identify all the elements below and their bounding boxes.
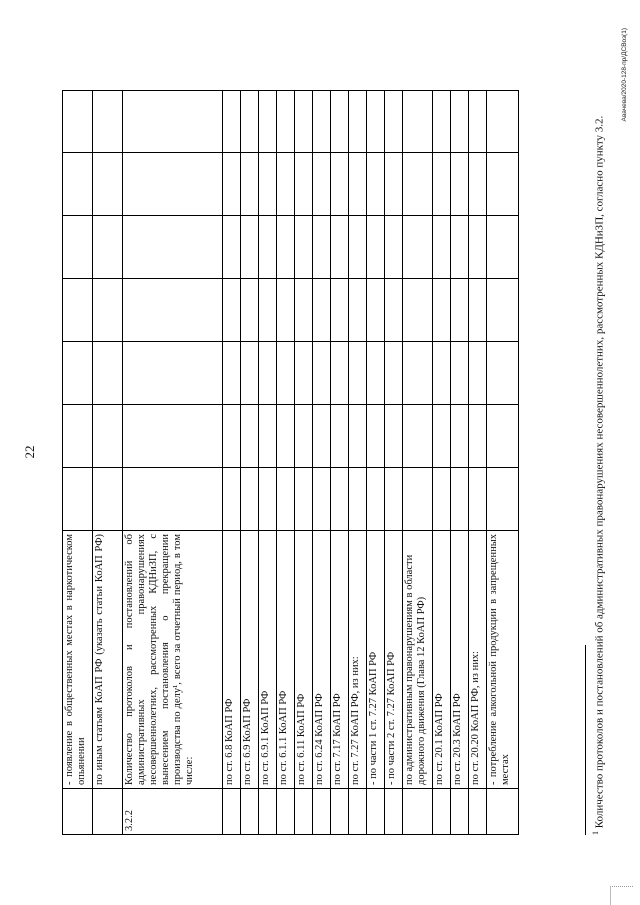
value-cell: [123, 405, 223, 468]
value-cell: [123, 342, 223, 405]
value-cell: [433, 342, 451, 405]
value-cell: [385, 91, 403, 153]
row-label-cell: - по части 1 ст. 7.27 КоАП РФ: [367, 531, 385, 789]
value-cell: [367, 279, 385, 342]
value-cell: [63, 153, 93, 216]
table-row: [433, 91, 451, 835]
table-row: [385, 91, 403, 835]
value-cell: [349, 405, 367, 468]
value-cell: [223, 468, 241, 531]
value-cell: [93, 153, 123, 216]
value-cell: [93, 91, 123, 153]
value-cell: [295, 468, 313, 531]
row-number-cell: [259, 789, 277, 835]
page-number: 22: [22, 445, 37, 459]
value-cell: [385, 216, 403, 279]
row-label-cell: по административным правонарушениям в области дорожного движения (Глава 12 КоАП РФ): [403, 531, 433, 789]
row-label-cell: по ст. 6.8 КоАП РФ: [223, 531, 241, 789]
value-cell: [367, 216, 385, 279]
row-label-cell: по ст. 20.1 КоАП РФ: [433, 531, 451, 789]
value-cell: [277, 468, 295, 531]
value-cell: [259, 405, 277, 468]
table-body: [63, 91, 519, 835]
row-number-cell: [433, 789, 451, 835]
row-label-cell: по ст. 6.11 КоАП РФ: [295, 531, 313, 789]
value-cell: [451, 342, 469, 405]
value-cell: [93, 405, 123, 468]
value-cell: [469, 342, 487, 405]
row-label-cell: по ст. 7.27 КоАП РФ, из них:: [349, 531, 367, 789]
value-cell: [403, 468, 433, 531]
value-cell: [223, 91, 241, 153]
value-cell: [63, 468, 93, 531]
value-cell: [223, 342, 241, 405]
table-row: [63, 91, 93, 835]
value-cell: [367, 91, 385, 153]
value-cell: [331, 468, 349, 531]
value-cell: [367, 153, 385, 216]
value-cell: [313, 342, 331, 405]
value-cell: [451, 279, 469, 342]
table-row: [451, 91, 469, 835]
value-cell: [295, 279, 313, 342]
value-cell: [313, 91, 331, 153]
value-cell: [63, 279, 93, 342]
value-cell: [385, 342, 403, 405]
value-cell: [349, 91, 367, 153]
value-cell: [241, 91, 259, 153]
row-number-cell: [313, 789, 331, 835]
table-row: [241, 91, 259, 835]
value-cell: [487, 468, 519, 531]
value-cell: [385, 279, 403, 342]
value-cell: [487, 91, 519, 153]
value-cell: [367, 468, 385, 531]
value-cell: [349, 342, 367, 405]
value-cell: [385, 468, 403, 531]
value-cell: [451, 91, 469, 153]
footnote: [589, 45, 607, 835]
value-cell: [451, 153, 469, 216]
row-number-cell: [385, 789, 403, 835]
value-cell: [93, 279, 123, 342]
value-cell: [259, 468, 277, 531]
value-cell: [433, 153, 451, 216]
value-cell: [331, 342, 349, 405]
row-label-cell: Количество протоколов и постановлений об административных правонарушениях несовершеннолетних, рассмотренных КДНиЗП, с вынесением постановления о прекращении производства по делу¹, всего за отчетный период, в том числе:: [123, 531, 223, 789]
value-cell: [469, 468, 487, 531]
value-cell: [331, 91, 349, 153]
value-cell: [295, 216, 313, 279]
value-cell: [487, 342, 519, 405]
value-cell: [223, 153, 241, 216]
value-cell: [349, 279, 367, 342]
value-cell: [469, 153, 487, 216]
value-cell: [487, 153, 519, 216]
row-number-cell: [331, 789, 349, 835]
row-label-cell: по ст. 20.20 КоАП РФ, из них:: [469, 531, 487, 789]
row-label-cell: по иным статьям КоАП РФ (указать статьи КоАП РФ): [93, 531, 123, 789]
table-row: [295, 91, 313, 835]
value-cell: [433, 91, 451, 153]
value-cell: [277, 216, 295, 279]
value-cell: [487, 405, 519, 468]
value-cell: [259, 342, 277, 405]
value-cell: [403, 405, 433, 468]
value-cell: [277, 342, 295, 405]
row-label-cell: - появление в общественных местах в наркотическом опьянении: [63, 531, 93, 789]
value-cell: [331, 153, 349, 216]
value-cell: [241, 153, 259, 216]
table-row: [123, 91, 223, 835]
row-number-cell: [403, 789, 433, 835]
value-cell: [433, 405, 451, 468]
table-row: [313, 91, 331, 835]
value-cell: [295, 153, 313, 216]
value-cell: [451, 405, 469, 468]
value-cell: [295, 405, 313, 468]
value-cell: [433, 216, 451, 279]
value-cell: [241, 216, 259, 279]
value-cell: [313, 468, 331, 531]
value-cell: [385, 153, 403, 216]
row-number-cell: [63, 789, 93, 835]
value-cell: [403, 153, 433, 216]
value-cell: [367, 342, 385, 405]
value-cell: [433, 279, 451, 342]
row-number-cell: [93, 789, 123, 835]
table-row: [277, 91, 295, 835]
value-cell: [469, 279, 487, 342]
value-cell: [313, 279, 331, 342]
value-cell: [123, 279, 223, 342]
row-label-cell: по ст. 6.9 КоАП РФ: [241, 531, 259, 789]
row-label-cell: по ст. 6.9.1 КоАП РФ: [259, 531, 277, 789]
row-number-cell: [349, 789, 367, 835]
value-cell: [295, 342, 313, 405]
table-row: [223, 91, 241, 835]
value-cell: [367, 405, 385, 468]
value-cell: [63, 342, 93, 405]
row-number-cell: [241, 789, 259, 835]
row-label-cell: по ст. 20.3 КоАП РФ: [451, 531, 469, 789]
value-cell: [123, 216, 223, 279]
value-cell: [93, 216, 123, 279]
report-table: [62, 90, 519, 835]
table-row: [487, 91, 519, 835]
value-cell: [63, 91, 93, 153]
row-number-cell: [277, 789, 295, 835]
value-cell: [451, 468, 469, 531]
value-cell: [223, 405, 241, 468]
scan-edge-mark: [610, 886, 633, 905]
value-cell: [331, 216, 349, 279]
table-row: [331, 91, 349, 835]
value-cell: [487, 216, 519, 279]
value-cell: [277, 279, 295, 342]
value-cell: [123, 153, 223, 216]
value-cell: [451, 216, 469, 279]
value-cell: [223, 216, 241, 279]
value-cell: [259, 279, 277, 342]
row-number-cell: [469, 789, 487, 835]
value-cell: [403, 91, 433, 153]
footnote-text: Количество протоколов и постановлений об административных правонарушениях несовершеннолетних, рассмотренных КДНиЗП, согласно пункту 3.2.: [593, 115, 606, 829]
row-number-cell: [367, 789, 385, 835]
value-cell: [349, 468, 367, 531]
value-cell: [349, 216, 367, 279]
footnote-marker: 1: [591, 831, 600, 835]
value-cell: [331, 279, 349, 342]
footnote-divider: [585, 645, 586, 835]
value-cell: [313, 216, 331, 279]
value-cell: [93, 468, 123, 531]
value-cell: [349, 153, 367, 216]
value-cell: [241, 279, 259, 342]
value-cell: [123, 91, 223, 153]
table-row: [349, 91, 367, 835]
value-cell: [331, 405, 349, 468]
row-number-cell: 3.2.2: [123, 789, 223, 835]
row-label-cell: по ст. 6.1.1 КоАП РФ: [277, 531, 295, 789]
value-cell: [241, 342, 259, 405]
table-row: [367, 91, 385, 835]
row-number-cell: [223, 789, 241, 835]
row-number-cell: [295, 789, 313, 835]
table-row: [403, 91, 433, 835]
value-cell: [295, 91, 313, 153]
value-cell: [93, 342, 123, 405]
value-cell: [259, 216, 277, 279]
value-cell: [123, 468, 223, 531]
value-cell: [63, 216, 93, 279]
value-cell: [223, 279, 241, 342]
value-cell: [277, 153, 295, 216]
row-label-cell: по ст. 7.17 КоАП РФ: [331, 531, 349, 789]
row-label-cell: - потребление алкогольной продукции в запрещенных местах: [487, 531, 519, 789]
value-cell: [433, 468, 451, 531]
value-cell: [63, 405, 93, 468]
row-label-cell: - по части 2 ст. 7.27 КоАП РФ: [385, 531, 403, 789]
value-cell: [259, 91, 277, 153]
value-cell: [313, 153, 331, 216]
document-stamp: Авачева/2020-128-пр/ДСВоз(1): [621, 28, 628, 122]
value-cell: [277, 405, 295, 468]
row-label-cell: по ст. 6.24 КоАП РФ: [313, 531, 331, 789]
value-cell: [385, 405, 403, 468]
value-cell: [469, 216, 487, 279]
row-number-cell: [451, 789, 469, 835]
table-row: [259, 91, 277, 835]
value-cell: [403, 279, 433, 342]
row-number-cell: [487, 789, 519, 835]
value-cell: [469, 91, 487, 153]
table-row: [93, 91, 123, 835]
value-cell: [403, 342, 433, 405]
value-cell: [241, 405, 259, 468]
value-cell: [259, 153, 277, 216]
value-cell: [403, 216, 433, 279]
value-cell: [277, 91, 295, 153]
value-cell: [241, 468, 259, 531]
value-cell: [469, 405, 487, 468]
value-cell: [487, 279, 519, 342]
table-row: [469, 91, 487, 835]
value-cell: [313, 405, 331, 468]
